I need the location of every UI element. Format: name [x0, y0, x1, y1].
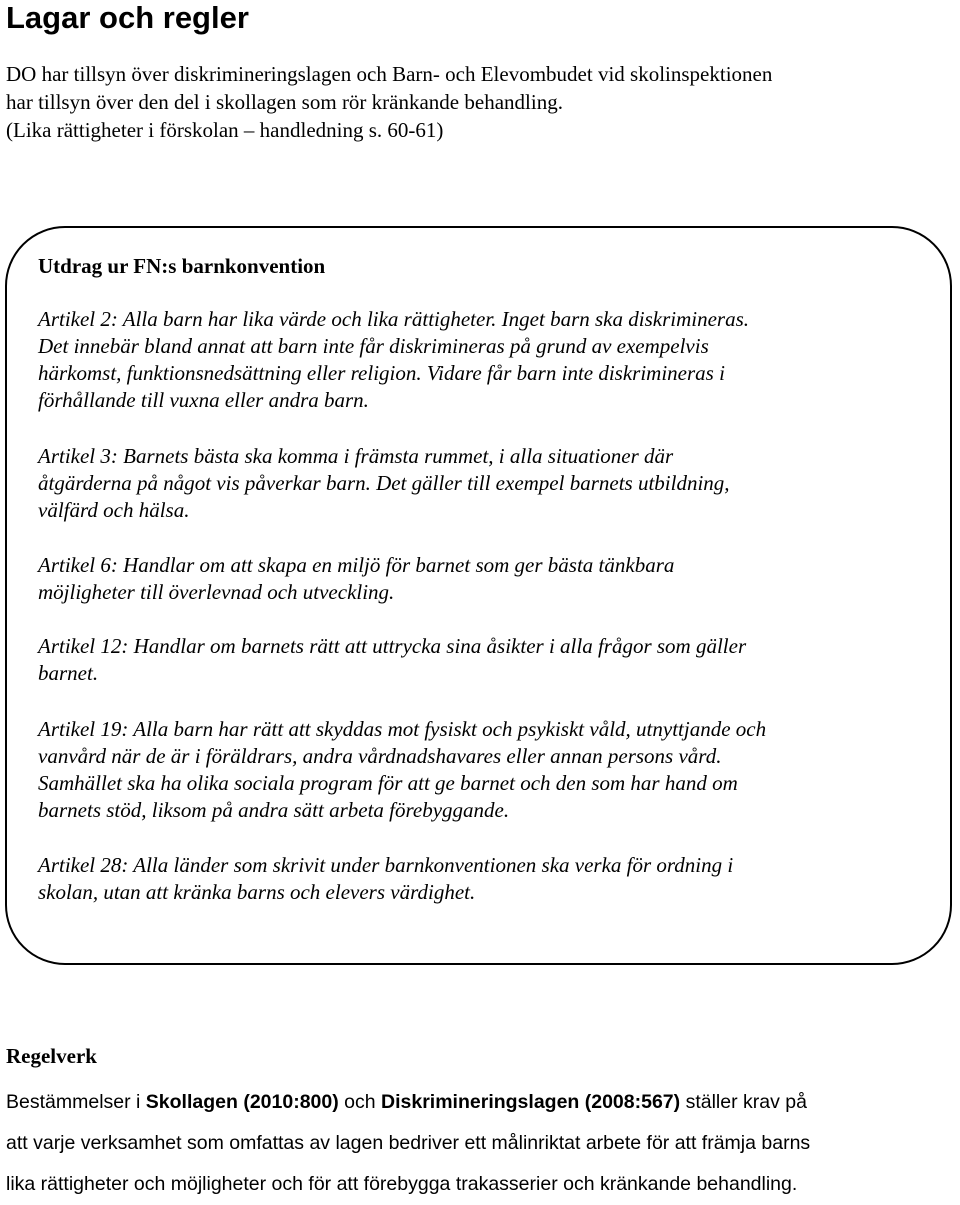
article-line: Artikel 3: Barnets bästa ska komma i främsta rummet, i alla situationer där [38, 444, 674, 468]
convention-heading: Utdrag ur FN:s barnkonvention [38, 254, 326, 278]
article-3 [38, 443, 918, 524]
article-line: Samhället ska ha olika sociala program för att ge barnet och den som har hand om [38, 771, 738, 795]
article-28 [38, 852, 918, 906]
regelverk-text: och [338, 1091, 382, 1113]
article-line: Artikel 2: Alla barn har lika värde och lika rättigheter. Inget barn ska diskrimineras. [38, 307, 749, 331]
intro-paragraph [6, 60, 946, 144]
law-diskrimineringslagen: Diskrimineringslagen (2008:567) [381, 1091, 681, 1113]
article-line: Det innebär bland annat att barn inte får diskrimineras på grund av exempelvis [38, 334, 709, 358]
article-line: Artikel 6: Handlar om att skapa en miljö för barnet som ger bästa tänkbara [38, 553, 675, 577]
article-line: Artikel 12: Handlar om barnets rätt att uttrycka sina åsikter i alla frågor som gäller [38, 634, 747, 658]
article-19 [38, 716, 918, 824]
regelverk-paragraph [6, 1082, 946, 1205]
regelverk-text: Bestämmelser i [6, 1091, 146, 1113]
article-line: åtgärderna på något vis påverkar barn. Det gäller till exempel barnets utbildning, [38, 471, 730, 495]
article-12 [38, 633, 918, 687]
regelverk-line: att varje verksamhet som omfattas av lagen bedriver ett målinriktat arbete för att främja barns [6, 1132, 811, 1154]
article-6 [38, 552, 918, 606]
article-line: förhållande till vuxna eller andra barn. [38, 388, 369, 412]
regelverk-heading: Regelverk [6, 1044, 97, 1068]
page-title: Lagar och regler [6, 0, 249, 35]
article-line: barnets stöd, liksom på andra sätt arbeta förebyggande. [38, 798, 510, 822]
article-line: vanvård när de är i föräldrars, andra vårdnadshavares eller annan persons vård. [38, 744, 722, 768]
article-line: Artikel 28: Alla länder som skrivit under barnkonventionen ska verka för ordning i [38, 853, 734, 877]
intro-line: (Lika rättigheter i förskolan – handledning s. 60-61) [6, 118, 444, 142]
intro-line: DO har tillsyn över diskrimineringslagen och Barn- och Elevombudet vid skolinspektionen [6, 62, 773, 86]
intro-line: har tillsyn över den del i skollagen som rör kränkande behandling. [6, 90, 563, 114]
article-2 [38, 306, 918, 414]
regelverk-line [6, 1082, 946, 1123]
article-line: härkomst, funktionsnedsättning eller religion. Vidare får barn inte diskrimineras i [38, 361, 725, 385]
article-line: Artikel 19: Alla barn har rätt att skyddas mot fysiskt och psykiskt våld, utnyttjande och [38, 717, 767, 741]
article-line: möjligheter till överlevnad och utveckling. [38, 580, 395, 604]
article-line: välfärd och hälsa. [38, 498, 190, 522]
law-skollagen: Skollagen (2010:800) [145, 1091, 339, 1113]
article-line: skolan, utan att kränka barns och elevers värdighet. [38, 880, 476, 904]
article-line: barnet. [38, 661, 99, 685]
regelverk-text: ställer krav på [680, 1091, 807, 1113]
regelverk-line: lika rättigheter och möjligheter och för att förebygga trakasserier och kränkande behandling. [6, 1173, 798, 1195]
